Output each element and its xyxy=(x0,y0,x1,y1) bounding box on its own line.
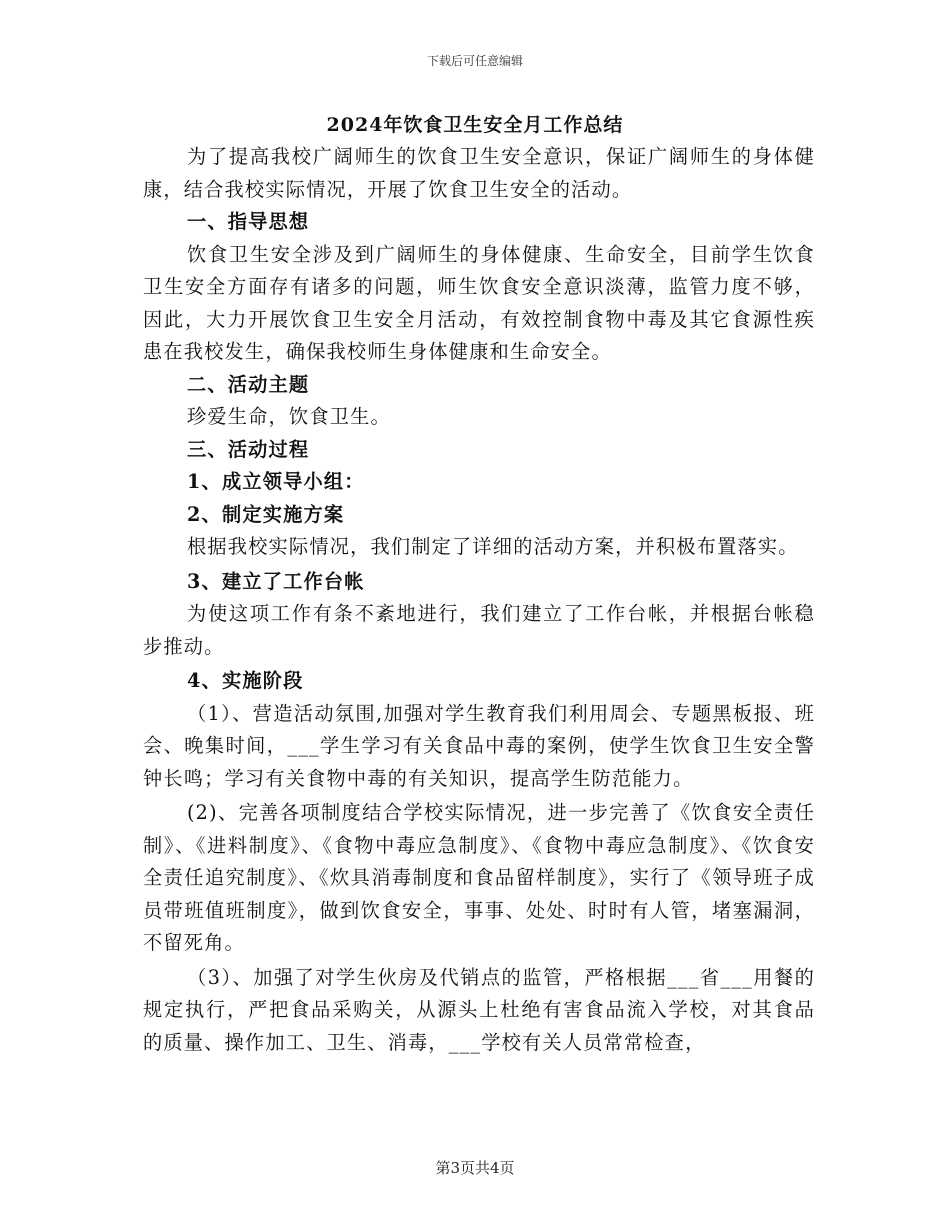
body-paragraph: 珍爱生命，饮食卫生。 xyxy=(187,405,391,428)
body-paragraph: (2)、完善各项制度结合学校实际情况，进一步完善了《饮食安全责任制》、《进料制度》、《食物中毒应急制度》、《食物中毒应急制度》、《饮食安全责任追究制度》、《炊具消毒制度和食品留样制度》，实行了《领导班子成员带班值班制度》，做到饮食安全，事事、处处、时时有人管，堵塞漏洞，不留死角。 xyxy=(143,801,815,954)
sub-heading: 3、建立了工作台帐 xyxy=(187,569,365,593)
section-heading: 三、活动过程 xyxy=(187,437,310,461)
body-paragraph: 饮食卫生安全涉及到广阔师生的身体健康、生命安全，目前学生饮食卫生安全方面存有诸多的问题，师生饮食安全意识淡薄，监管力度不够，因此，大力开展饮食卫生安全月活动，有效控制食物中毒及其它食源性疾患在我校发生，确保我校师生身体健康和生命安全。 xyxy=(143,242,815,363)
sub-heading: 1、成立领导小组： xyxy=(187,470,365,493)
body-paragraph: 根据我校实际情况，我们制定了详细的活动方案，并积极布置落实。 xyxy=(187,535,799,558)
body-paragraph: 为使这项工作有条不紊地进行，我们建立了工作台帐，并根据台帐稳步推动。 xyxy=(143,602,815,658)
sub-heading: 4、实施阶段 xyxy=(187,669,304,692)
document-title: 2024年饮食卫生安全月工作总结 xyxy=(326,114,624,136)
body-paragraph: （1）、营造活动氛围,加强对学生教育我们利用周会、专题黑板报、班会、晚集时间，___学生学习有关食品中毒的案例，使学生饮食卫生安全警钟长鸣；学习有关食物中毒的有关知识，提高学生防范能力。 xyxy=(143,701,815,790)
section-heading: 一、指导思想 xyxy=(187,210,310,233)
intro-paragraph: 为了提高我校广阔师生的饮食卫生安全意识，保证广阔师生的身体健康，结合我校实际情况，开展了饮食卫生安全的活动。 xyxy=(143,145,815,201)
body-paragraph: （3）、加强了对学生伙房及代销点的监管，严格根据___省___用餐的规定执行，严把食品采购关，从源头上杜绝有害食品流入学校，对其食品的质量、操作加工、卫生、消毒，___学校有关人员常常检查， xyxy=(143,965,815,1054)
page-number: 第3页共4页 xyxy=(435,1159,515,1177)
sub-heading: 2、制定实施方案 xyxy=(187,502,345,526)
section-heading: 二、活动主题 xyxy=(187,372,310,396)
document-body xyxy=(143,141,815,1059)
header-note: 下载后可任意编辑 xyxy=(426,54,523,68)
